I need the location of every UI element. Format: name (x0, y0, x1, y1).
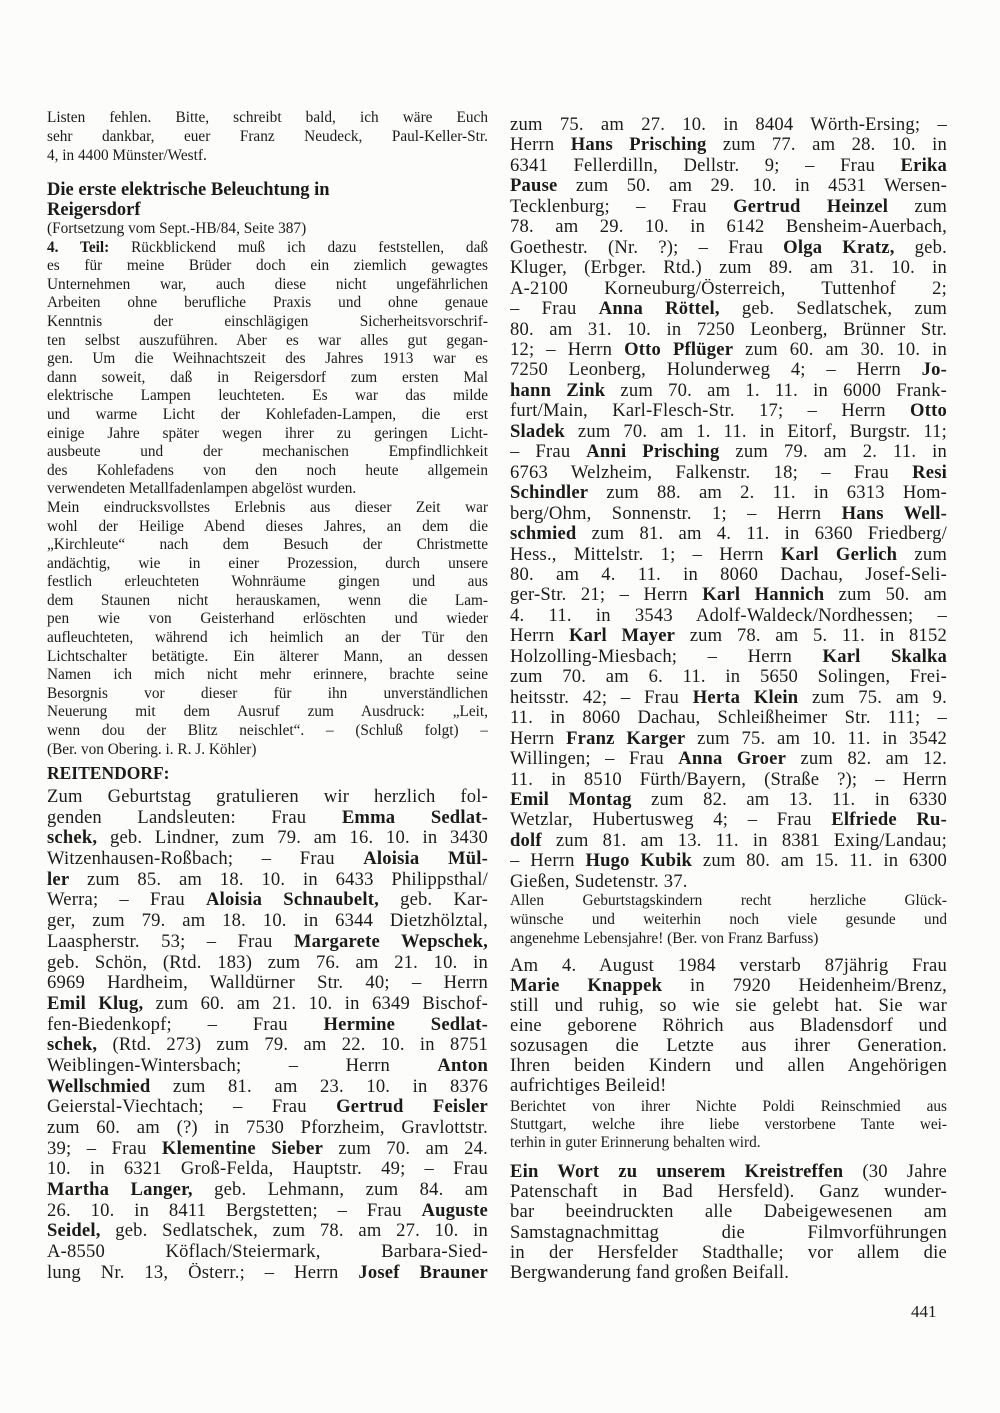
text-line: zum 60. am (?) in 7530 Pforzheim, Gravlottstr. (47, 1118, 488, 1138)
paragraph (510, 1162, 947, 1283)
text-line: eine geborene Röhrich aus Bladensdorf und (510, 1016, 947, 1036)
text-line: sozusagen die Letzte aus ihrer Generation. (510, 1036, 947, 1056)
bold-name: Martha Langer, (47, 1180, 193, 1201)
text-line: aufleuchteten, während ich heimlich an der Tür den (47, 629, 488, 647)
text-line (510, 238, 947, 258)
bold-name: Emil Klug, (47, 993, 144, 1014)
bold-name: schmied (510, 524, 577, 545)
text-run: zum (897, 544, 947, 565)
text-run: Holzolling-Miesbach; – Herrn (510, 646, 823, 667)
bold-name: Josef Brauner (358, 1262, 488, 1283)
text-run: – Frau (510, 299, 599, 320)
text-line: 10. in 6321 Groß-Felda, Hauptstr. 49; – Frau (47, 1159, 488, 1180)
text-line: bar beeindruckten alle Dabeigewesenen am (510, 1202, 947, 1223)
text-line: 11. in 8060 Dachau, Schleißheimer Str. 111; – (510, 708, 947, 729)
bold-name: schek, (47, 1035, 98, 1056)
text-line (47, 1015, 488, 1036)
text-run: Tecklenburg; – Frau (510, 196, 734, 217)
bold-name: Anna Röttel, (598, 299, 720, 320)
text-line (47, 1056, 488, 1077)
text-run: Willingen; – Frau (510, 749, 679, 770)
bold-name: schek, (47, 828, 98, 849)
text-line (510, 585, 947, 605)
text-line: ger, zum 79. am 18. 10. in 6344 Dietzhölztal, (47, 911, 488, 932)
text-run: – Herrn (510, 851, 586, 872)
bold-name: Margarete Wepschek, (293, 931, 488, 952)
text-line (47, 1263, 488, 1284)
birthday-list-continued (510, 115, 947, 892)
text-run: zum 75. am 9. (798, 687, 947, 708)
text-line (47, 994, 488, 1015)
bold-name: hann Zink (510, 380, 606, 401)
text-run: 26. 10. in 8411 Bergstetten; – Frau (47, 1200, 422, 1221)
text-line: und warme Licht der Kohlefaden-Lampen, die erst (47, 405, 488, 423)
text-line: Kenntnis der einschlägigen Sicherheitsvorschrif- (47, 312, 488, 330)
text-line: des Kohlefadens von den noch heute allgemein (47, 461, 488, 479)
text-line: still und ruhig, so wie sie gelebt hat. Sie war (510, 996, 947, 1016)
text-line: in der Hersfelder Stadthalle; vor allem die (510, 1242, 947, 1263)
paragraph (510, 115, 947, 892)
text-run: zum (888, 196, 947, 217)
text-line: Allen Geburtstagskindern recht herzliche Glück- (510, 892, 947, 909)
text-line (47, 1221, 488, 1242)
birthday-wishes (510, 892, 947, 948)
section-heading-reitendorf: REITENDORF: (47, 763, 170, 783)
text-run: zum 78. am 5. 11. in 8152 (675, 626, 947, 647)
text-run: Rückblickend muß ich dazu feststellen, daß (109, 238, 488, 256)
text-line (47, 808, 488, 829)
text-line (510, 463, 947, 483)
text-line: wünsche und weiterhin noch viele gesunde und (510, 910, 947, 928)
bold-name: Karl Skalka (822, 646, 947, 667)
text-line (510, 156, 947, 176)
text-line: wenn dou der Blitz neischlet“. – (Schluß folgt) – (47, 722, 488, 740)
text-line (510, 626, 947, 646)
bold-name: Marie Knappek (510, 976, 663, 996)
bold-name: Karl Mayer (568, 626, 676, 647)
bold-name: ler (47, 869, 70, 890)
text-run: Laaspherstr. 53; – Frau (47, 931, 294, 952)
page-number: 441 (911, 1302, 937, 1321)
text-line (510, 790, 947, 810)
text-line (510, 831, 947, 851)
paragraph (510, 956, 947, 1096)
text-line: Zum Geburtstag gratulieren wir herzlich fol- (47, 787, 488, 807)
text-line: Patenschaft in Bad Hersfeld). Ganz wunder- (510, 1182, 947, 1203)
text-line: 4. 11. in 3543 Adolf-Waldeck/Nordhessen; – (510, 605, 947, 626)
text-run: Hess., Mittelstr. 1; – Herrn (510, 544, 781, 565)
paragraph (47, 239, 488, 499)
text-line: Listen fehlen. Bitte, schreibt bald, ich wäre Euch (47, 109, 488, 126)
text-line: elektrische Lampen leuchteten. Es war das milde (47, 387, 488, 405)
text-line (47, 239, 488, 258)
bold-name: Aloisia Mül- (363, 849, 488, 870)
article-body (47, 220, 488, 759)
paragraph (47, 108, 488, 165)
text-line: Samstagnachmittag die Filmvorführungen (510, 1222, 947, 1243)
text-run: 7250 Leonberg, Holunderweg 4; – Herrn (510, 360, 922, 381)
text-line (510, 1162, 947, 1182)
text-line (510, 422, 947, 442)
text-line (47, 1077, 488, 1098)
text-line (47, 890, 488, 911)
text-run: zum 70. am 1. 11. in 6000 Frank- (605, 380, 947, 401)
paragraph (47, 787, 488, 1284)
paragraph (47, 220, 488, 239)
text-line: 6969 Hardheim, Walldürner Str. 40; – Herrn (47, 973, 488, 994)
bold-name: dolf (510, 830, 542, 851)
bold-name: Anton (437, 1055, 488, 1076)
text-line (510, 442, 947, 462)
text-line: zum 75. am 27. 10. in 8404 Wörth-Ersing; – (510, 115, 947, 135)
bold-name: Seidel, (47, 1221, 101, 1242)
text-line: A-8550 Köflach/Steiermark, Barbara-Sied- (47, 1242, 488, 1263)
bold-name: Gertrud Feisler (336, 1097, 488, 1118)
text-run: 39; – Frau (47, 1138, 162, 1159)
intro-letter-closing (47, 108, 488, 165)
text-run: in 7920 Heidenheim/Brenz, (662, 976, 947, 996)
kreistreffen-note (510, 1162, 947, 1283)
text-run: lung Nr. 13, Österr.; – Herrn (47, 1262, 359, 1283)
text-line: (Ber. von Obering. i. R. J. Köhler) (47, 740, 257, 758)
text-run: zum 82. am 13. 11. in 6330 (631, 789, 947, 810)
paragraph (47, 499, 488, 759)
text-line (47, 1201, 488, 1222)
text-run: geb. (894, 237, 947, 258)
text-line (510, 340, 947, 360)
text-line: Reigersdorf (47, 200, 141, 220)
text-line: pen wie von Geisterhand erlöschten und wieder (47, 610, 488, 628)
text-run: furt/Main, Karl-Flesch-Str. 17; – Herrn (510, 401, 911, 422)
text-line (510, 524, 947, 544)
text-line: Lichtschalter betätigte. Ein älterer Mann, an dessen (47, 647, 488, 665)
text-line: dann soweit, daß in Reigersdorf zum ersten Mal (47, 368, 488, 386)
text-line: Kluger, (Erbger. Rtd.) zum 89. am 31. 10. in (510, 258, 947, 279)
bold-name: Karl Gerlich (780, 544, 898, 565)
text-run: 6763 Welzheim, Falkenstr. 18; – Frau (510, 462, 913, 483)
text-run: Herrn (510, 135, 571, 156)
bold-name: Hans Prisching (570, 135, 707, 156)
bold-name: Herta Klein (692, 687, 799, 708)
text-line: dem Staunen nicht herauskamen, wenn die Lam- (47, 591, 488, 609)
text-line: Am 4. August 1984 verstarb 87jährig Frau (510, 956, 947, 976)
bold-name: Pause (510, 176, 558, 197)
text-line: Neuerung mit dem Ausruf zum Ausdruck: „Leit, (47, 703, 488, 721)
text-run: zum 50. am 29. 10. in 4531 Wersen- (557, 176, 947, 197)
text-line (510, 135, 947, 155)
bold-name: Emil Montag (510, 789, 632, 810)
text-line (510, 299, 947, 319)
text-run: zum 60. am 30. 10. in (733, 339, 947, 360)
text-run: Herrn (510, 728, 567, 749)
text-line: es für meine Brüder doch ein ziemlich gewagtes (47, 257, 488, 275)
text-line: zum 70. am 6. 11. in 5650 Solingen, Frei- (510, 667, 947, 688)
text-run: genden Landsleuten: Frau (47, 807, 342, 828)
text-line: verwendeten Metallfadenlampen abgelöst wurden. (47, 480, 357, 498)
text-line: andächtig, wie in einer Prozession, durch unsere (47, 554, 488, 572)
text-run: (30 Jahre (843, 1162, 947, 1182)
bold-name: Hans Well- (841, 503, 947, 524)
text-line: (Fortsetzung vom Sept.-HB/84, Seite 387) (47, 220, 307, 237)
text-line (47, 1180, 488, 1201)
text-run: Herrn (510, 626, 569, 647)
bold-name: Otto (910, 401, 947, 422)
text-line: gen. Um die Weihnachtszeit des Jahres 1913 war es (47, 350, 488, 368)
text-line (47, 932, 488, 953)
text-line (47, 1035, 488, 1056)
text-run: zum 85. am 18. 10. in 6433 Philippsthal/ (69, 869, 488, 890)
text-line (47, 870, 488, 891)
text-run: fen-Biedenkopf; – Frau (47, 1014, 324, 1035)
bold-name: Elfriede Ru- (831, 810, 947, 831)
bold-name: 4. Teil: (47, 238, 110, 256)
text-line: Mein eindrucksvollstes Erlebnis aus dieser Zeit war (47, 498, 488, 516)
text-line: Berichtet von ihrer Nichte Poldi Reinschmied aus (510, 1098, 947, 1115)
bold-name: Auguste (421, 1200, 488, 1221)
text-line: Ihren beiden Kindern und allen Angehörigen (510, 1056, 947, 1076)
text-run: zum 79. am 2. 11. in (719, 442, 947, 463)
text-run: berg/Ohm, Sonnenstr. 1; – Herrn (510, 503, 842, 524)
text-line: Die erste elektrische Beleuchtung in (47, 180, 330, 200)
text-run: Weiblingen-Wintersbach; – Herrn (47, 1055, 438, 1076)
text-run: Witzenhausen-Roßbach; – Frau (47, 849, 364, 870)
text-run: geb. Sedlatschek, zum (719, 299, 947, 320)
text-line (510, 176, 947, 196)
text-line: Bergwanderung fand großen Beifall. (510, 1262, 790, 1283)
text-run: zum 82. am 12. (786, 749, 947, 770)
text-line: festlich erleuchteten Wohnräume gingen und aus (47, 573, 488, 591)
obituary-reporter (510, 1098, 947, 1152)
text-run: 6341 Fellerdilln, Dellstr. 9; – Frau (510, 155, 901, 176)
obituary (510, 956, 947, 1096)
text-line (47, 828, 488, 849)
text-line (510, 381, 947, 401)
text-run: – Frau (510, 442, 587, 463)
text-run: zum 81. am 13. 11. in 8381 Exing/Landau; (541, 830, 947, 851)
text-line: Gießen, Sudetenstr. 37. (510, 871, 688, 892)
text-run: zum 60. am 21. 10. in 6349 Bischof- (143, 993, 488, 1014)
text-run: heitsstr. 42; – Frau (510, 687, 693, 708)
text-run: zum 81. am 4. 11. in 6360 Friedberg/ (576, 524, 947, 545)
text-line: Besorgnis vor dieser für ihn unverständlichen (47, 684, 488, 702)
bold-name: Gertrud Heinzel (733, 196, 889, 217)
text-line: „Kirchleute“ nach dem Besuch der Christmette (47, 536, 488, 554)
paragraph (510, 1098, 947, 1152)
text-run: zum 88. am 2. 11. in 6313 Hom- (588, 483, 947, 504)
text-line: geb. Schön, (Rtd. 183) zum 76. am 21. 10. in (47, 952, 488, 973)
text-line: terhin in guter Erinnerung behalten wird. (510, 1134, 761, 1151)
text-line (510, 197, 947, 217)
text-line: Unternehmen war, auch diese nicht ungefährlichen (47, 275, 488, 293)
bold-name: Anni Prisching (586, 442, 720, 463)
text-run: zum 80. am 15. 11. in 6300 (692, 851, 947, 872)
text-run: (Rtd. 273) zum 79. am 22. 10. in 8751 (97, 1035, 488, 1056)
text-line (510, 729, 947, 749)
text-line (510, 688, 947, 708)
text-run: Goethestr. (Nr. ?); – Frau (510, 237, 784, 258)
text-line: 80. am 31. 10. in 7250 Leonberg, Brünner Str. (510, 319, 947, 340)
text-line (510, 360, 947, 380)
text-line: aufrichtiges Beileid! (510, 1076, 667, 1096)
bold-name: Franz Karger (566, 728, 686, 749)
text-line (510, 483, 947, 503)
text-run: zum 81. am 23. 10. in 8376 (150, 1076, 488, 1097)
text-run: geb. Sedlatschek, zum 78. am 27. 10. in (100, 1221, 488, 1242)
text-line: 78. am 29. 10. in 6142 Bensheim-Auerbach, (510, 217, 947, 238)
text-line (510, 851, 947, 871)
bold-name: Olga Kratz, (783, 237, 895, 258)
text-run: zum 75. am 10. 11. in 3542 (685, 728, 947, 749)
text-line: sehr dankbar, euer Franz Neudeck, Paul-Keller-Str. (47, 128, 488, 145)
paragraph (510, 892, 947, 948)
text-run: zum 77. am 28. 10. in (706, 135, 947, 156)
text-line: Arbeiten ohne berufliche Praxis und ohne genaue (47, 294, 488, 312)
bold-name: Wellschmied (47, 1076, 151, 1097)
text-line: Namen ich mich nicht mehr erinnere, brachte seine (47, 666, 488, 684)
text-line: ausbeute und der mechanischen Empfindlichkeit (47, 443, 488, 461)
birthday-list (47, 787, 488, 1284)
text-run: 12; – Herrn (510, 339, 625, 360)
text-run: zum 70. am 1. 11. in Eitorf, Burgstr. 11; (564, 421, 947, 442)
text-line: 11. in 8510 Fürth/Bayern, (Straße ?); – Herrn (510, 769, 947, 790)
text-run: ger-Str. 21; – Herrn (510, 585, 703, 606)
paragraph (47, 180, 488, 220)
text-run: zum 50. am (824, 585, 947, 606)
text-line (510, 545, 947, 565)
bold-name: Sladek (510, 421, 565, 442)
bold-name: Hermine Sedlat- (323, 1014, 488, 1035)
text-line (510, 810, 947, 830)
text-line: einige Jahre später wegen ihrer zu geringen Licht- (47, 424, 488, 442)
text-line: Stuttgart, welche ihre liebe verstorbene Tante wei- (510, 1116, 947, 1133)
text-line: angenehme Lebensjahre! (Ber. von Franz Barfuss) (510, 929, 819, 947)
text-line (47, 1097, 488, 1118)
bold-name: Ein Wort zu unserem Kreistreffen (510, 1162, 844, 1182)
text-line (47, 1139, 488, 1160)
bold-name: Anna Groer (678, 749, 787, 770)
text-line: 80. am 4. 11. in 8060 Dachau, Josef-Seli- (510, 564, 947, 585)
text-run: Wetzlar, Hubertusweg 4; – Frau (510, 810, 832, 831)
text-line (47, 849, 488, 870)
text-line (510, 749, 947, 769)
text-run: geb. Lehmann, zum 84. am (192, 1180, 488, 1201)
text-line (510, 504, 947, 524)
bold-name: Schindler (510, 483, 589, 504)
article-heading (47, 180, 488, 220)
text-line (510, 401, 947, 421)
text-run: geb. Kar- (379, 890, 488, 911)
text-line: 4, in 4400 Münster/Westf. (47, 147, 207, 164)
bold-name: Jo- (921, 360, 947, 381)
text-line: ten selbst auszuführen. Aber es war alles gut gegan- (47, 331, 488, 349)
bold-name: Emma Sedlat- (341, 807, 488, 828)
text-run: Geierstal-Viechtach; – Frau (47, 1097, 337, 1118)
text-line (510, 976, 947, 996)
text-line (510, 647, 947, 667)
text-line: A-2100 Korneuburg/Österreich, Tuttenhof 2; (510, 278, 947, 299)
bold-name: Resi (912, 462, 947, 483)
text-run: Werra; – Frau (47, 890, 207, 911)
text-line: wohl der Heilige Abend dieses Jahres, an dem die (47, 517, 488, 535)
bold-name: Otto Pflüger (624, 339, 734, 360)
bold-name: Klementine Sieber (161, 1138, 324, 1159)
text-run: zum 70. am 24. (323, 1138, 488, 1159)
text-run: geb. Lindner, zum 79. am 16. 10. in 3430 (97, 828, 488, 849)
bold-name: Erika (900, 155, 947, 176)
bold-name: Hugo Kubik (585, 851, 693, 872)
bold-name: Aloisia Schnaubelt, (206, 890, 379, 911)
bold-name: Karl Hannich (702, 585, 825, 606)
